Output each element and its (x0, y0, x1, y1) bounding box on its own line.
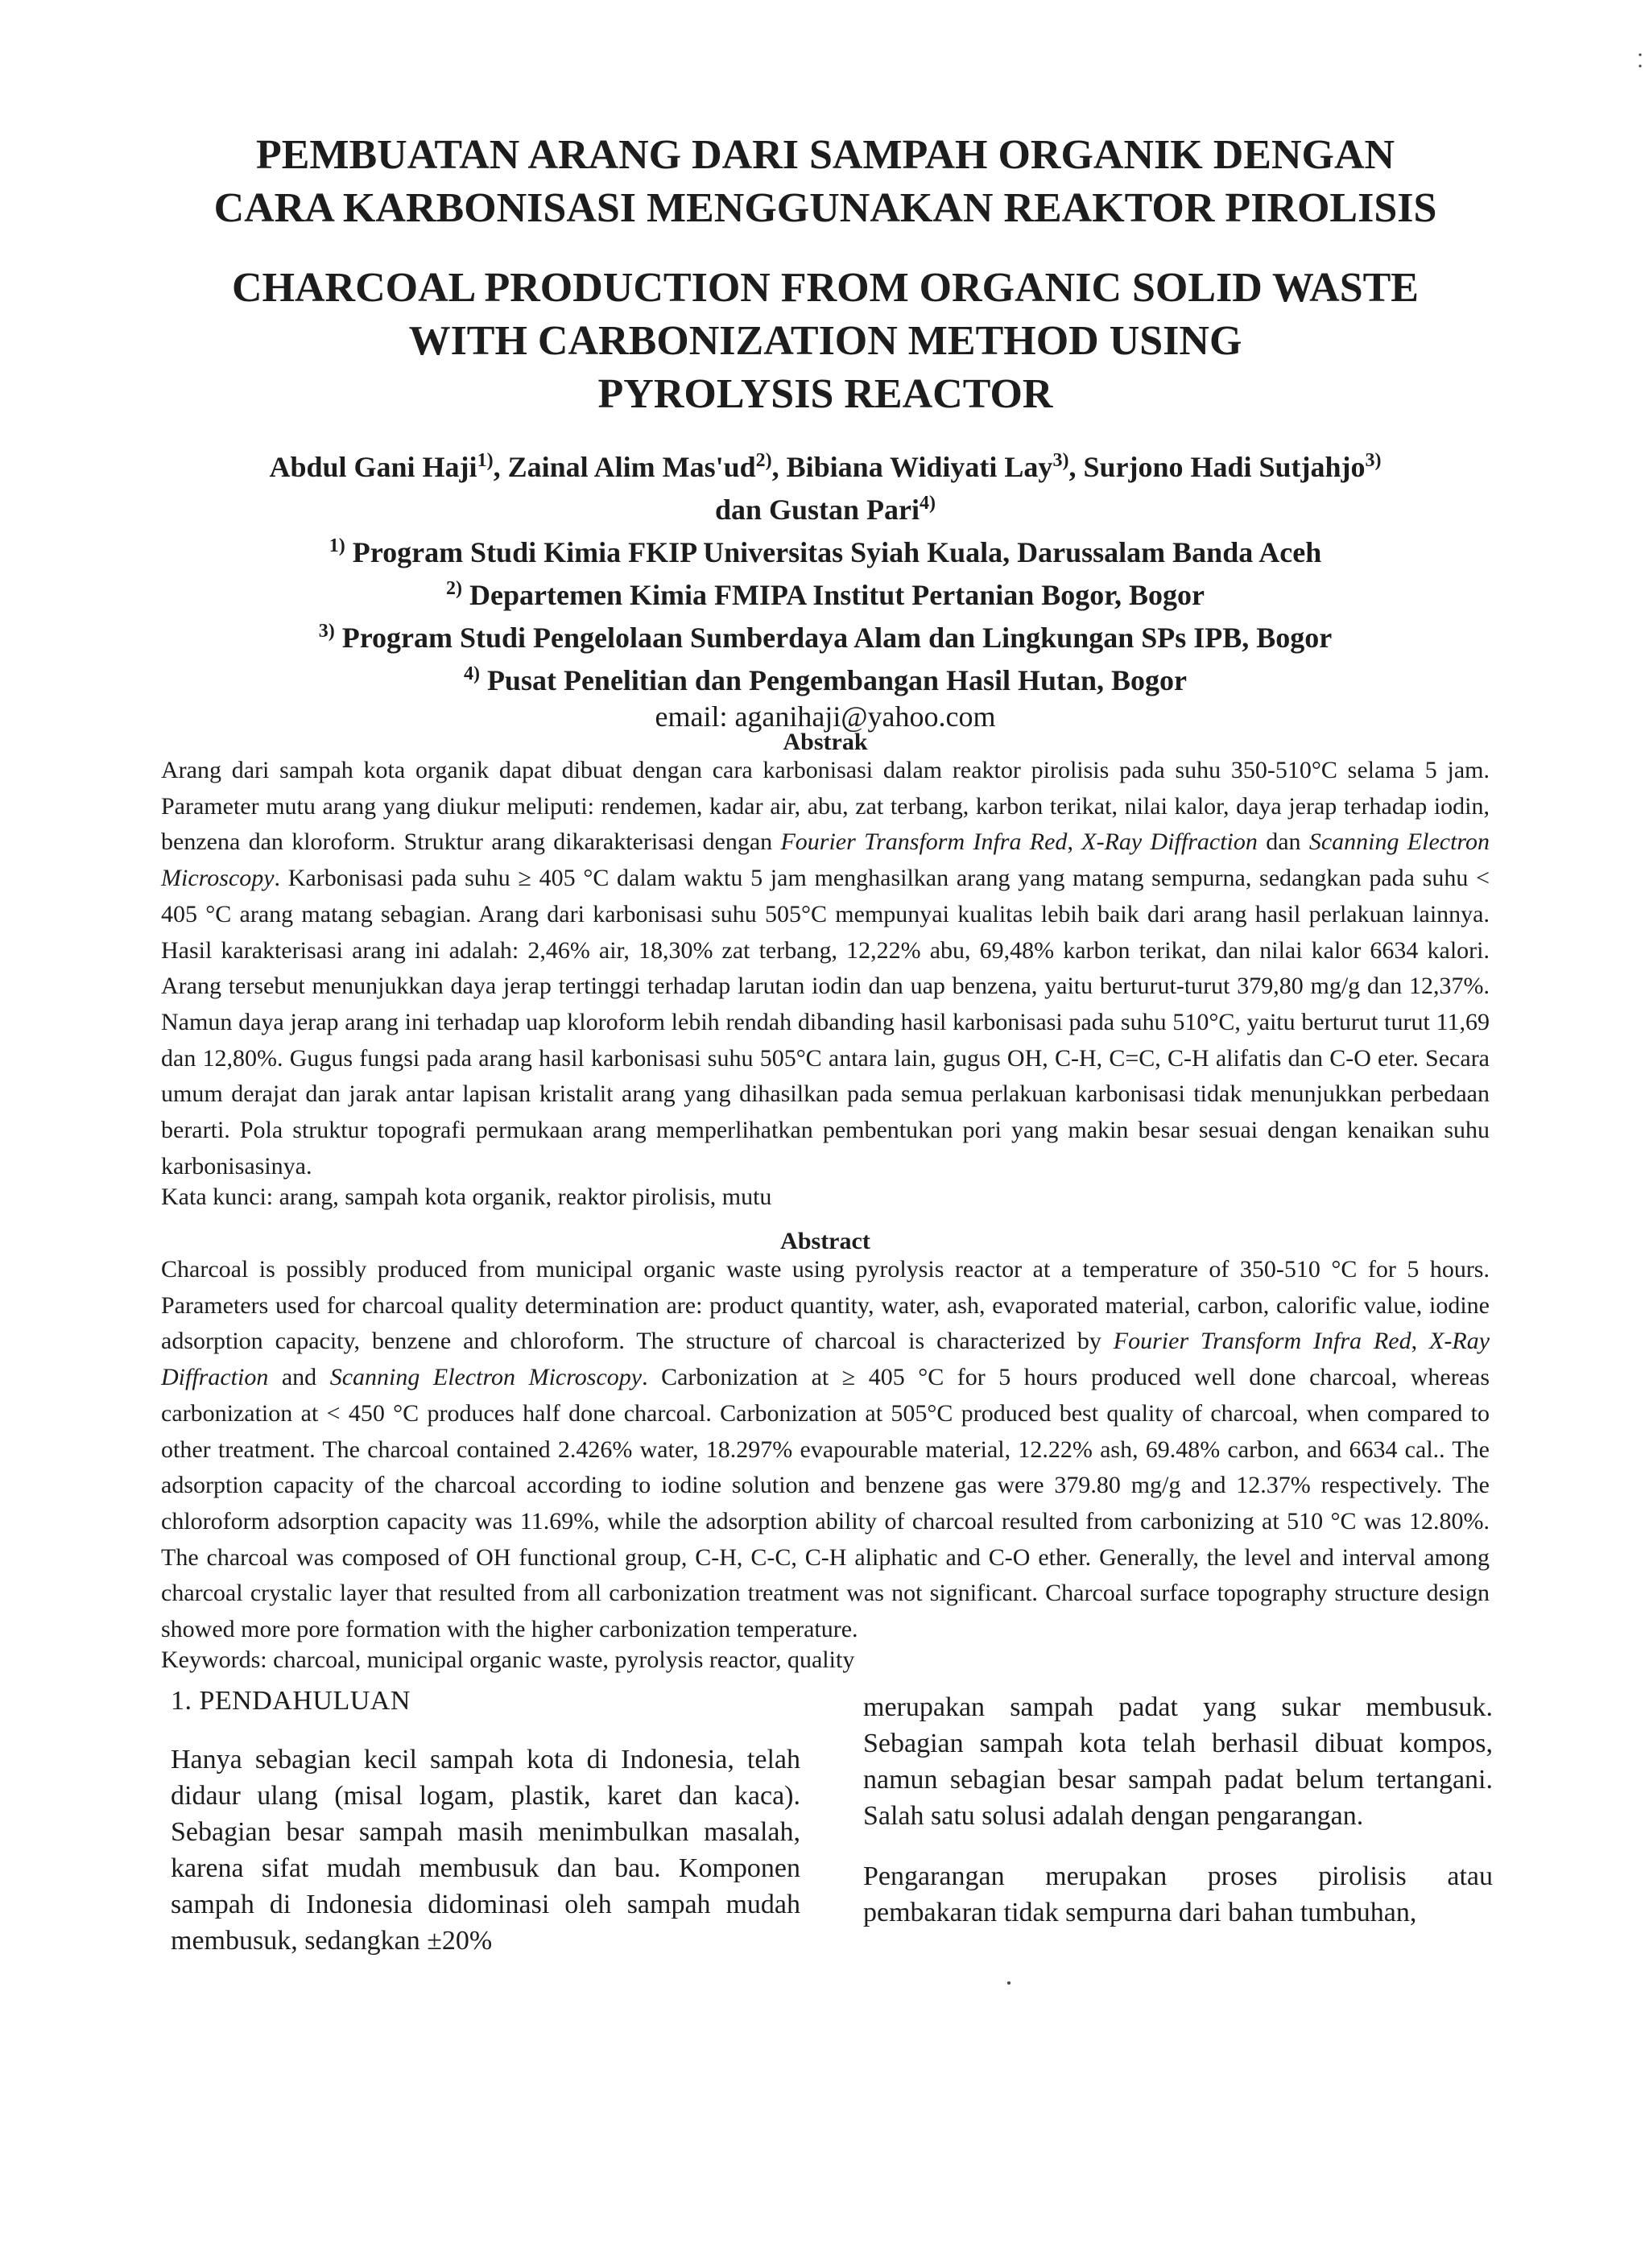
author-line-1 (161, 443, 1490, 485)
kata-kunci: Kata kunci: arang, sampah kota organik, reaktor pirolisis, mutu (161, 1184, 772, 1210)
abstract-italic: Scanning Electron Microscopy (329, 1364, 643, 1391)
author-name: , Zainal Alim Mas'ud (493, 451, 756, 483)
paragraph: Pengarangan merupakan proses pirolisis atau pembakaran tidak sempurna dari bahan tumbuhan, (863, 1861, 1493, 1927)
abstract-text: Charcoal is possibly produced from municipal organic waste using pyrolysis reactor at a temperature of 350-510 °C for 5 hours. Parameters used for charcoal quality determination are: product quantity, water, ash, evaporated material, carbon, calorific value, iodine adsorption capacity, benzene and chloroform. The structure of charcoal is characterized by (161, 1256, 1490, 1355)
title-en-line-2: WITH CARBONIZATION METHOD USING (408, 318, 1242, 364)
column-left (171, 1683, 800, 1959)
abstract-italic: X-Ray Diffraction (161, 1328, 1490, 1391)
title-id-line-1: PEMBUATAN ARANG DARI SAMPAH ORGANIK DENGAN (255, 132, 1395, 178)
column-right (863, 1689, 1493, 1931)
affiliation-text: Program Studi Pengelolaan Sumberdaya Alam dan Lingkungan SPs IPB, Bogor (341, 622, 1333, 654)
abstract-italic: Fourier Transform Infra Red (1113, 1328, 1411, 1355)
author-name: Abdul Gani Haji (269, 451, 477, 483)
paragraph: Hanya sebagian kecil sampah kota di Indonesia, telah didaur ulang (misal logam, plastik, karet dan kaca). Sebagian besar sampah masih menimbulkan masalah, karena sifat mudah membusuk dan bau. Komponen sampah di Indonesia didominasi oleh sampah mudah membusuk, sedangkan ±20% (171, 1745, 800, 1956)
affiliation-mark: 4) (463, 663, 480, 684)
abstract-text: , (1411, 1328, 1430, 1355)
affiliation-1 (161, 528, 1490, 571)
abstrak-italic: X-Ray Diffraction (1081, 828, 1258, 856)
affiliation-mark: 3) (318, 621, 335, 642)
abstrak-heading: Abstrak (783, 729, 868, 755)
title-id-line-2: CARA KARBONISASI MENGGUNAKAN REAKTOR PIROLISIS (213, 185, 1437, 231)
abstract-heading: Abstract (780, 1228, 870, 1254)
email: email: aganihaji@yahoo.com (655, 700, 996, 733)
author-block (161, 443, 1490, 735)
affiliation-2 (161, 571, 1490, 613)
section-heading: 1. PENDAHULUAN (171, 1686, 411, 1716)
scan-speck (1005, 1979, 1013, 1987)
abstrak-text: . Karbonisasi pada suhu ≥ 405 °C dalam waktu 5 jam menghasilkan arang yang matang sempurna, sedangkan pada suhu < 405 °C arang matang sebagian. Arang dari karbonisasi suhu 505°C mempunyai kualitas lebih baik dari arang hasil perlakuan lainnya. Hasil karakterisasi arang ini adalah: 2,46% air, 18,30% zat terbang, 12,22% abu, 69,48% karbon terikat, dan nilai kalor 6634 kalori. Arang tersebut menunjukkan daya jerap tertinggi terhadap larutan iodin dan uap benzena, yaitu berturut-turut 379,80 mg/g dan 12,37%. Namun daya jerap arang ini terhadap uap kloroform lebih rendah dibanding hasil karbonisasi pada suhu 510°C, yaitu berturut turut 11,69 dan 12,80%. Gugus fungsi pada arang hasil karbonisasi suhu 505°C antara lain, gugus OH, C-H, C=C, C-H alifatis dan C-O eter. Secara umum derajat dan jarak antar lapisan kristalit arang yang dihasilkan pada semua perlakuan karbonisasi tidak menunjukkan perbedaan berarti. Pola struktur topografi permukaan arang memperlihatkan pembentukan pori yang makin besar sesuai dengan kenaikan suhu karbonisasinya. (161, 865, 1490, 1179)
author-affiliation-mark: 2) (755, 450, 772, 471)
author-affiliation-mark: 4) (920, 493, 936, 514)
abstract-text: . Carbonization at ≥ 405 °C for 5 hours produced well done charcoal, whereas carbonization at < 450 °C produces half done charcoal. Carbonization at 505°C produced best quality of charcoal, when compared to other treatment. The charcoal contained 2.426% water, 18.297% evapourable material, 12.22% ash, 69.48% carbon, and 6634 cal.. The adsorption capacity of the charcoal according to iodine solution and benzene gas were 379.80 mg/g and 12.37% respectively. The chloroform adsorption capacity was 11.69%, while the adsorption ability of charcoal resulted from carbonizing at 510 °C was 12.80%. The charcoal was composed of OH functional group, C-H, C-C, C-H aliphatic and C-O ether. Generally, the level and interval among charcoal crystalic layer that resulted from all carbonization treatment was not significant. Charcoal surface topography structure design showed more pore formation with the higher carbonization temperature. (161, 1364, 1490, 1643)
affiliation-text: Pusat Penelitian dan Pengembangan Hasil Hutan, Bogor (486, 664, 1188, 696)
author-line-2 (161, 485, 1490, 528)
author-name: , Bibiana Widiyati Lay (771, 451, 1053, 483)
abstrak-text: Arang dari sampah kota organik dapat dibuat dengan cara karbonisasi dalam reaktor pirolisis pada suhu 350-510°C selama 5 jam. Parameter mutu arang yang diukur meliputi: rendemen, kadar air, abu, zat terbang, karbon terikat, nilai kalor, daya jerap terhadap iodin, benzena dan kloroform. Struktur arang dikarakterisasi dengan (161, 757, 1490, 856)
author-name: , Surjono Hadi Sutjahjo (1068, 451, 1366, 483)
abstract-body (161, 1252, 1490, 1648)
abstrak-body (161, 753, 1490, 1184)
author-affiliation-mark: 3) (1052, 450, 1069, 471)
abstrak-text: dan (1257, 828, 1309, 856)
affiliation-mark: 1) (329, 535, 345, 556)
abstrak-italic: Fourier Transform Infra Red (780, 828, 1068, 856)
title-english (161, 262, 1490, 421)
author-affiliation-mark: 1) (477, 450, 494, 471)
title-en-line-1: CHARCOAL PRODUCTION FROM ORGANIC SOLID WASTE (232, 265, 1419, 311)
affiliation-3 (161, 613, 1490, 656)
affiliation-4 (161, 656, 1490, 699)
keywords: Keywords: charcoal, municipal organic waste, pyrolysis reactor, quality (161, 1646, 855, 1673)
scan-speck (1636, 48, 1644, 72)
title-indonesian (161, 129, 1490, 235)
abstract-text: and (268, 1364, 330, 1391)
title-en-line-3: PYROLYSIS REACTOR (597, 371, 1053, 417)
author-affiliation-mark: 3) (1365, 450, 1382, 471)
paragraph: merupakan sampah padat yang sukar membusuk. Sebagian sampah kota telah berhasil dibuat kompos, namun sebagian besar sampah padat belum tertangani. Salah satu solusi adalah dengan pengarangan. (863, 1692, 1493, 1831)
affiliation-text: Program Studi Kimia FKIP Universitas Syiah Kuala, Darussalam Banda Aceh (352, 536, 1322, 568)
abstrak-italic: Scanning Electron Microscopy (161, 828, 1490, 892)
author-name: dan Gustan Pari (714, 494, 920, 526)
affiliation-text: Departemen Kimia FMIPA Institut Pertanian Bogor, Bogor (469, 579, 1205, 611)
abstrak-text: , (1067, 828, 1082, 856)
affiliation-mark: 2) (446, 578, 463, 599)
